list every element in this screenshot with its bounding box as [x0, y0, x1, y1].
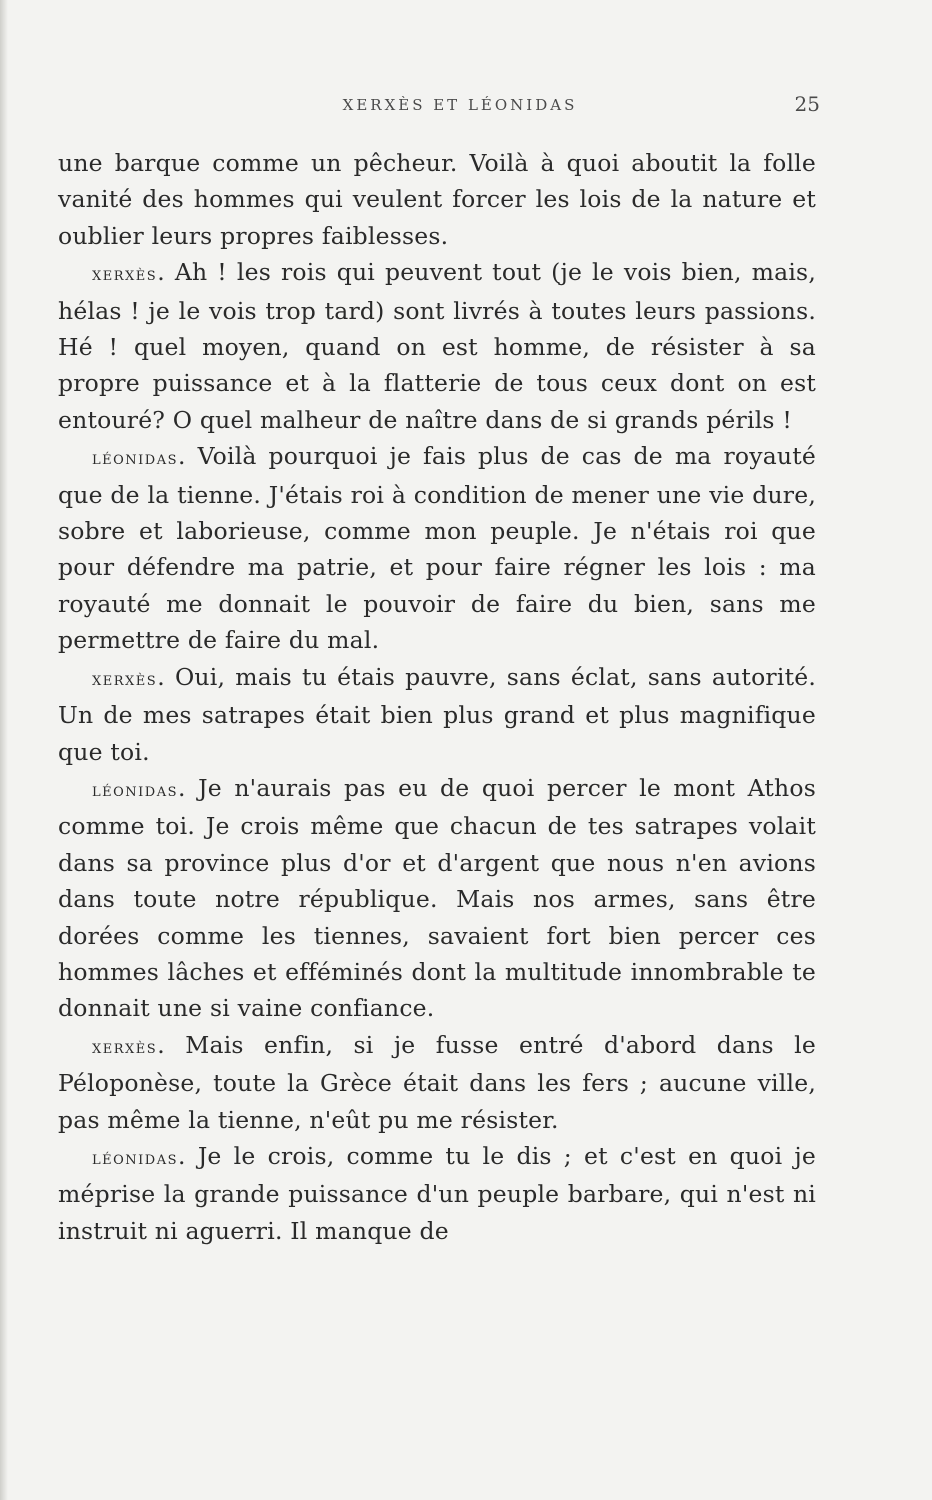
dialogue-paragraph: xerxès. Oui, mais tu étais pauvre, sans éclat, sans autorité. Un de mes satrapes était bien plus grand et plus magnifique que toi.	[58, 662, 816, 766]
dialogue-paragraph: léonidas. Je le crois, comme tu le dis ; et c'est en quoi je méprise la grande puissance d'un peuple barbare, qui n'est ni instruit ni aguerri. Il manque de	[58, 1141, 816, 1245]
paragraph-text: Ah ! les rois qui peuvent tout (je le vois bien, mais, hélas ! je le vois trop tard) sont livrés à toutes leurs passions. Hé ! quel moyen, quand on est homme, de résister à sa propre puissance et à la flatterie de tous ceux dont on est entouré? O quel malheur de naître dans de si grands périls !	[58, 258, 816, 434]
speaker-name: xerxès	[92, 263, 158, 286]
paragraph-text: une barque comme un pêcheur. Voilà à quoi aboutit la folle vanité des hommes qui veulent forcer les lois de la nature et oublier leurs propres faiblesses.	[58, 149, 816, 250]
paragraph-text: Oui, mais tu étais pauvre, sans éclat, sans autorité. Un de mes satrapes était bien plus grand et plus magnifique que toi.	[58, 662, 816, 766]
dialogue-paragraph: léonidas. Je n'aurais pas eu de quoi percer le mont Athos comme toi. Je crois même que chacun de tes satrapes volait dans sa province plus d'or et d'argent que nous n'en avions dans toute notre république. Mais nos armes, sans être dorées comme les tiennes, savaient fort bien percer ces hommes lâches et efféminés dont la multitude innombrable te donnait une si vaine confiance.	[58, 773, 817, 1023]
speaker-name: xerxès	[92, 667, 158, 690]
paragraph-text: Voilà pourquoi je fais plus de cas de ma royauté que de la tienne. J'étais roi à condition de mener une vie dure, sobre et laborieuse, comme mon peuple. Je n'étais roi que pour défendre ma patrie, et pour faire régner les lois : ma royauté me donnait le pouvoir de faire du bien, sans me permettre de faire du mal.	[58, 442, 816, 655]
body-text	[58, 145, 816, 1249]
speaker-name: léonidas	[92, 1146, 179, 1169]
paragraph-text: Je n'aurais pas eu de quoi percer le mont Athos comme toi. Je crois même que chacun de tes satrapes volait dans sa province plus d'or et d'argent que nous n'en avions dans toute notre république. Mais nos armes, sans être dorées comme les tiennes, savaient fort bien percer ces hommes lâches et efféminés dont la multitude innombrable te donnait une si vaine confiance.	[58, 773, 817, 1023]
paragraph-text: Mais enfin, si je fusse entré d'abord dans le Péloponèse, toute la Grèce était dans les fers ; aucune ville, pas même la tienne, n'eût pu me résister.	[58, 1030, 816, 1134]
page-binding-edge	[0, 0, 8, 1500]
speaker-name: léonidas	[92, 778, 179, 801]
paragraph-text: Je le crois, comme tu le dis ; et c'est en quoi je méprise la grande puissance d'un peuple barbare, qui n'est ni instruit ni aguerri. Il manque de	[58, 1141, 816, 1245]
paragraph	[58, 145, 816, 254]
dialogue-paragraph: léonidas. Voilà pourquoi je fais plus de cas de ma royauté que de la tienne. J'étais roi à condition de mener une vie dure, sobre et laborieuse, comme mon peuple. Je n'étais roi que pour défendre ma patrie, et pour faire régner les lois : ma royauté me donnait le pouvoir de faire du bien, sans me permettre de faire du mal.	[58, 442, 816, 655]
running-title: XERXÈS ET LÉONIDAS	[342, 96, 578, 114]
dialogue-paragraph: xerxès. Ah ! les rois qui peuvent tout (je le vois bien, mais, hélas ! je le vois trop tard) sont livrés à toutes leurs passions. Hé ! quel moyen, quand on est homme, de résister à sa propre puissance et à la flatterie de tous ceux dont on est entouré? O quel malheur de naître dans de si grands périls !	[58, 258, 816, 434]
speaker-name: xerxès	[92, 1035, 158, 1058]
speaker-name: léonidas	[92, 447, 179, 470]
page-number: 25	[794, 92, 820, 116]
running-head	[60, 92, 820, 130]
dialogue-paragraph: xerxès. Mais enfin, si je fusse entré d'abord dans le Péloponèse, toute la Grèce était dans les fers ; aucune ville, pas même la tienne, n'eût pu me résister.	[58, 1030, 816, 1134]
